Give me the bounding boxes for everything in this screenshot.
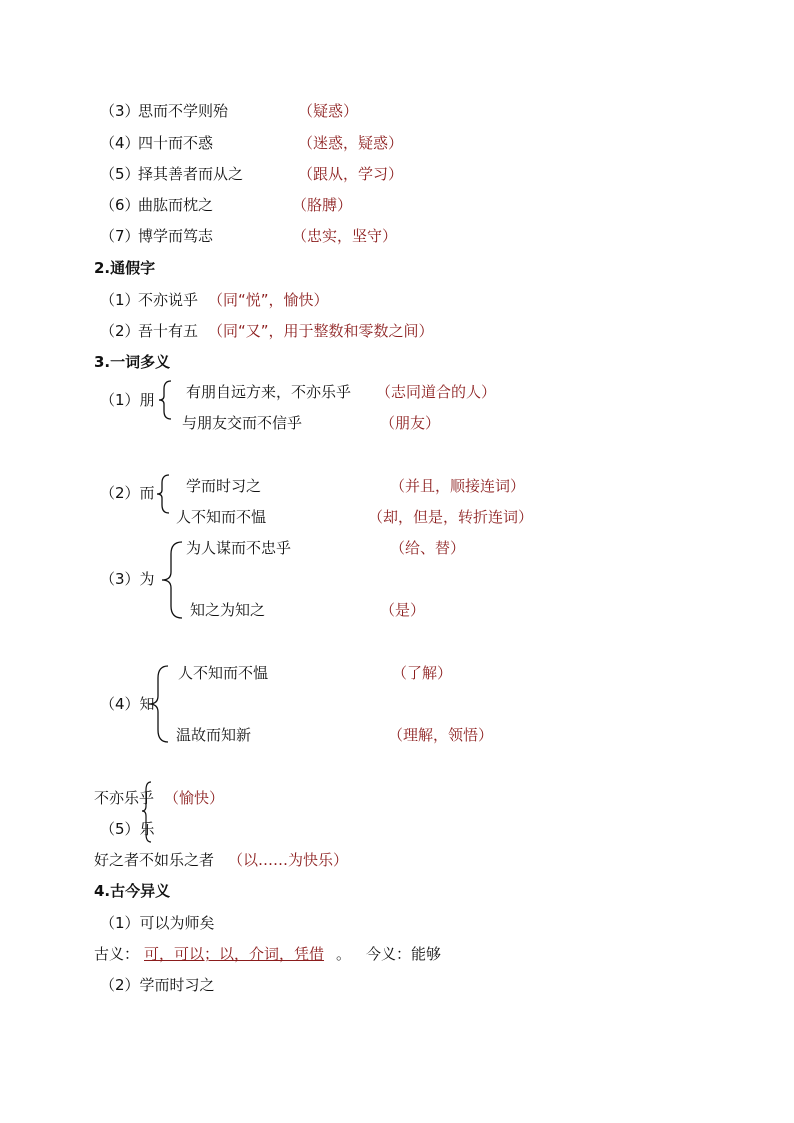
polysemy-example: 温故而知新 [176, 726, 252, 744]
tongjia-phrase: 吾十有五 [138, 322, 199, 340]
section-heading-polysemy: 3.一词多义 [94, 353, 171, 371]
gujin-old-end: 。 [336, 945, 352, 963]
meaning-gloss: （跟从，学习） [298, 165, 404, 183]
section-heading-tongjia: 2.通假字 [94, 259, 156, 277]
left-brace-icon [140, 780, 154, 844]
tongjia-phrase: 不亦说乎 [138, 291, 199, 309]
polysemy-label-er: （2）而 [100, 484, 155, 502]
left-brace-icon [156, 379, 174, 421]
tongjia-note: （同“又”，用于整数和零数之间） [208, 322, 434, 340]
meaning-gloss: （胳膊） [292, 196, 353, 214]
meaning-phrase: 博学而笃志 [138, 227, 214, 245]
meaning-num: （4） [100, 134, 140, 152]
polysemy-label-wei: （3）为 [100, 570, 155, 588]
polysemy-example: 知之为知之 [190, 601, 266, 619]
polysemy-label-le: （5）乐 [100, 820, 155, 838]
meaning-num: （3） [100, 102, 140, 120]
tongjia-num: （1） [100, 291, 140, 309]
gujin-old-value: 可，可以；以，介词，凭借 [144, 945, 325, 963]
polysemy-gloss: （是） [380, 601, 426, 619]
meaning-num: （5） [100, 165, 140, 183]
meaning-phrase: 四十而不惑 [138, 134, 214, 152]
polysemy-gloss: （却，但是，转折连词） [368, 508, 534, 526]
meaning-num: （7） [100, 227, 140, 245]
polysemy-example: 学而时习之 [186, 477, 262, 495]
gujin-item: （2）学而时习之 [100, 976, 215, 994]
polysemy-gloss: （朋友） [380, 414, 441, 432]
polysemy-gloss: （并且，顺接连词） [390, 477, 526, 495]
left-brace-icon [146, 664, 170, 744]
polysemy-example: 不亦乐乎 [94, 789, 155, 807]
polysemy-example: 为人谋而不忠乎 [186, 539, 292, 557]
meaning-gloss: （忠实，坚守） [292, 227, 398, 245]
tongjia-num: （2） [100, 322, 140, 340]
polysemy-label-zhi: （4）知 [100, 695, 155, 713]
polysemy-example: 人不知而不愠 [176, 508, 267, 526]
meaning-phrase: 思而不学则殆 [138, 102, 229, 120]
gujin-new-label: 今义：能够 [366, 945, 442, 963]
meaning-phrase: 曲肱而枕之 [138, 196, 214, 214]
polysemy-gloss: （愉快） [164, 789, 225, 807]
gujin-old-label: 古义： [94, 945, 140, 963]
left-brace-icon [158, 540, 184, 620]
polysemy-example: 有朋自远方来，不亦乐乎 [186, 383, 352, 401]
polysemy-gloss: （给、替） [390, 539, 466, 557]
polysemy-label-peng: （1）朋 [100, 391, 155, 409]
left-brace-icon [154, 473, 172, 515]
section-heading-gujin: 4.古今异义 [94, 882, 171, 900]
polysemy-gloss: （理解，领悟） [388, 726, 494, 744]
meaning-phrase: 择其善者而从之 [138, 165, 244, 183]
polysemy-example: 人不知而不愠 [178, 664, 269, 682]
gujin-item: （1）可以为师矣 [100, 914, 215, 932]
polysemy-example: 好之者不如乐之者 [94, 851, 215, 869]
meaning-num: （6） [100, 196, 140, 214]
polysemy-example: 与朋友交而不信乎 [182, 414, 303, 432]
polysemy-gloss: （以……为快乐） [228, 851, 349, 869]
polysemy-gloss: （志同道合的人） [376, 383, 497, 401]
meaning-gloss: （疑惑） [298, 102, 359, 120]
meaning-gloss: （迷惑，疑惑） [298, 134, 404, 152]
polysemy-gloss: （了解） [392, 664, 453, 682]
tongjia-note: （同“悦”，愉快） [208, 291, 329, 309]
